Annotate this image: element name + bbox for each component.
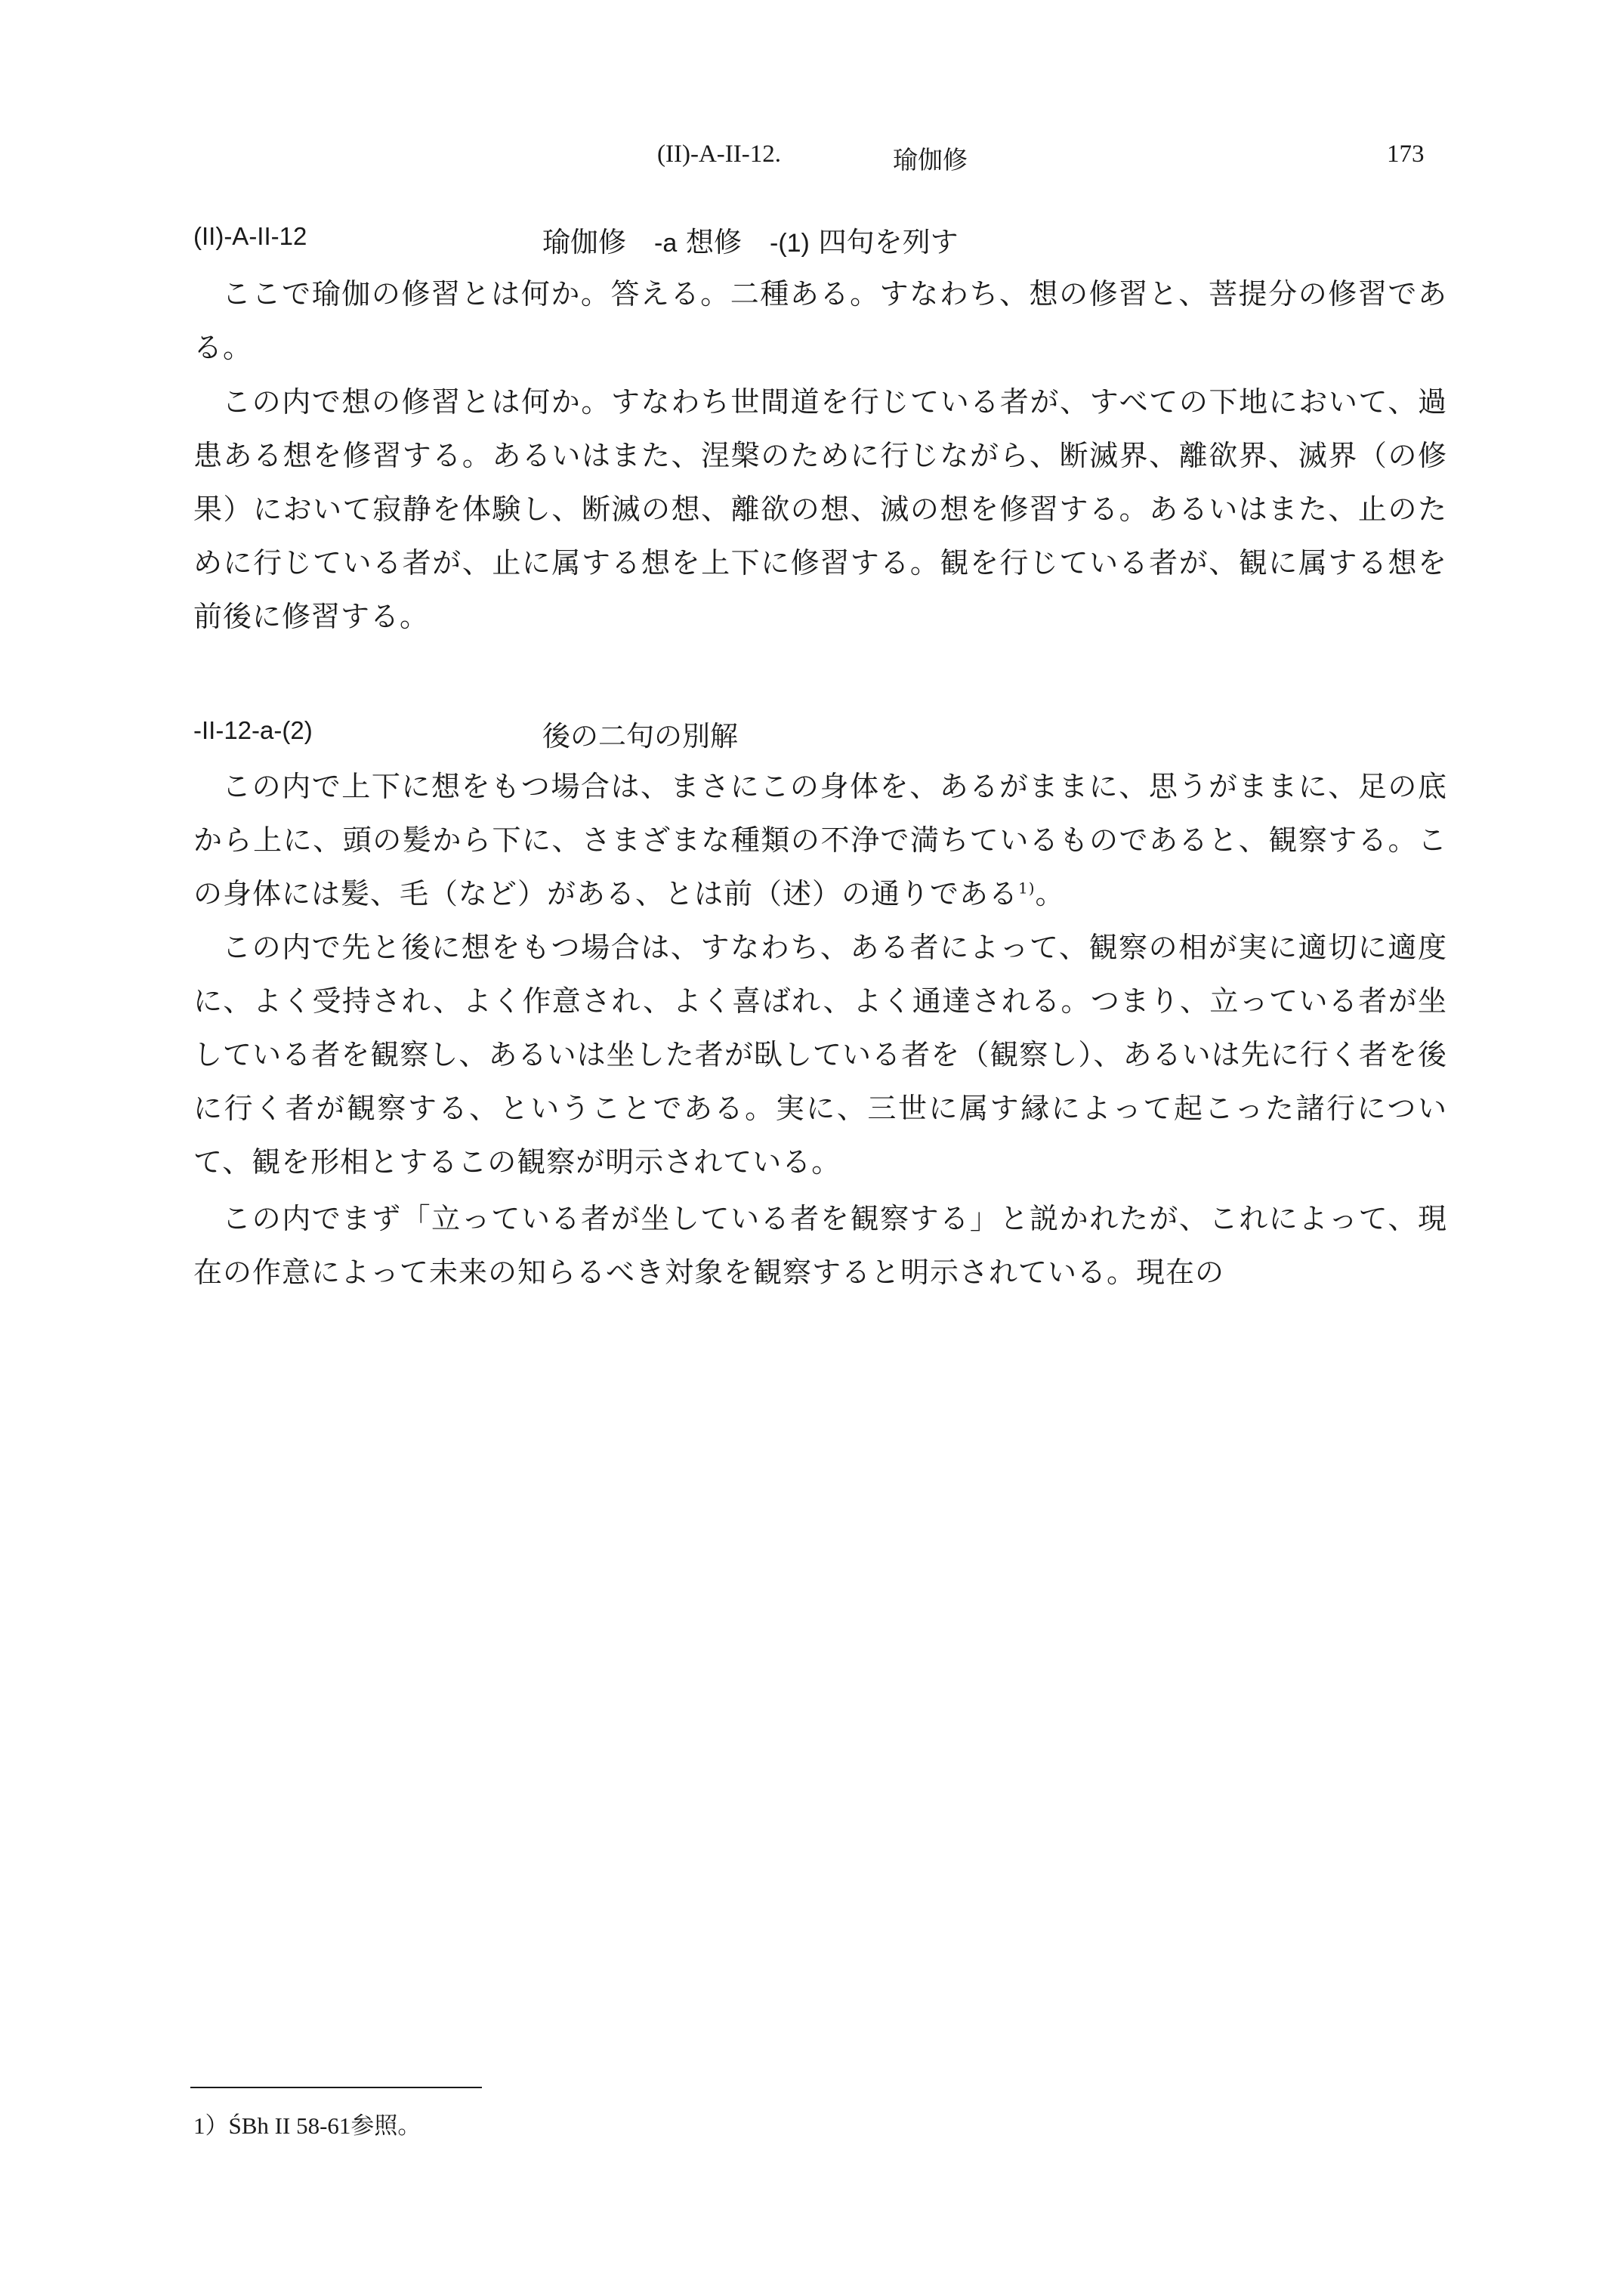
paragraph-5: この内でまず「立っている者が坐している者を観察する」と説かれたが、これによって、現在の作意によって未来の知らるべき対象を観察すると明示されている。現在の: [193, 1202, 1447, 1289]
running-head-title: 瑜伽修: [893, 145, 968, 175]
heading-1-part-d: -(1): [770, 229, 810, 258]
heading-1-part-e: 四句を列す: [809, 226, 959, 258]
footnote-1: 1）ŚBh II 58-61参照。: [193, 2112, 421, 2139]
heading-1-part-b: -a: [654, 229, 678, 258]
paragraph-1: ここで瑜伽の修習とは何か。答える。二種ある。すなわち、想の修習と、菩提分の修習である。: [193, 277, 1447, 364]
paragraph-2: この内で想の修習とは何か。すなわち世間道を行じている者が、すべての下地において、過患ある想を修習する。あるいはまた、涅槃のために行じながら、断滅界、離欲界、滅界（の修果）において寂静を体験し、断滅の想、離欲の想、滅の想を修習する。あるいはまた、止のために行じている者が、止に属する想を上下に修習する。観を行じている者が、観に属する想を前後に修習する。: [193, 385, 1447, 633]
footnote-separator: [190, 2087, 482, 2088]
section-heading-2-title: 後の二句の別解: [542, 720, 738, 752]
section-heading-1-code: (II)-A-II-12: [193, 222, 307, 250]
section-heading-2-code: -II-12-a-(2): [193, 716, 313, 744]
footnote-reference: 1): [1018, 879, 1036, 898]
page-number: 173: [1387, 141, 1425, 168]
paragraph-4: この内で先と後に想をもつ場合は、すなわち、ある者によって、観察の相が実に適切に適度に、よく受持され、よく作意され、よく喜ばれ、よく通達される。つまり、立っている者が坐している者を観察し、あるいは坐した者が臥している者を（観察し）、あるいは先に行く者を後に行く者が観察する、ということである。実に、三世に属す縁によって起こった諸行について、観を形相とするこの観察が明示されている。: [193, 931, 1447, 1179]
section-heading-2: [193, 713, 1477, 756]
section-heading-1-title: [542, 219, 959, 260]
heading-1-part-c: 想修: [677, 226, 770, 258]
paragraph-3-text: この内で上下に想をもつ場合は、まさにこの身体を、あるがままに、思うがままに、足の底から上に、頭の髪から下に、さまざまな種類の不浄で満ちているものであると、観察する。この身体には髪、毛（など）がある、とは前（述）の通りである: [193, 770, 1447, 910]
paragraph-3: [193, 760, 1447, 921]
paragraph-3-end: 。: [1035, 877, 1065, 910]
heading-1-part-a: 瑜伽修: [542, 226, 654, 258]
running-head-section: (II)-A-II-12.: [657, 141, 781, 168]
running-head: [0, 141, 1624, 178]
section-heading-1: [193, 219, 1477, 261]
